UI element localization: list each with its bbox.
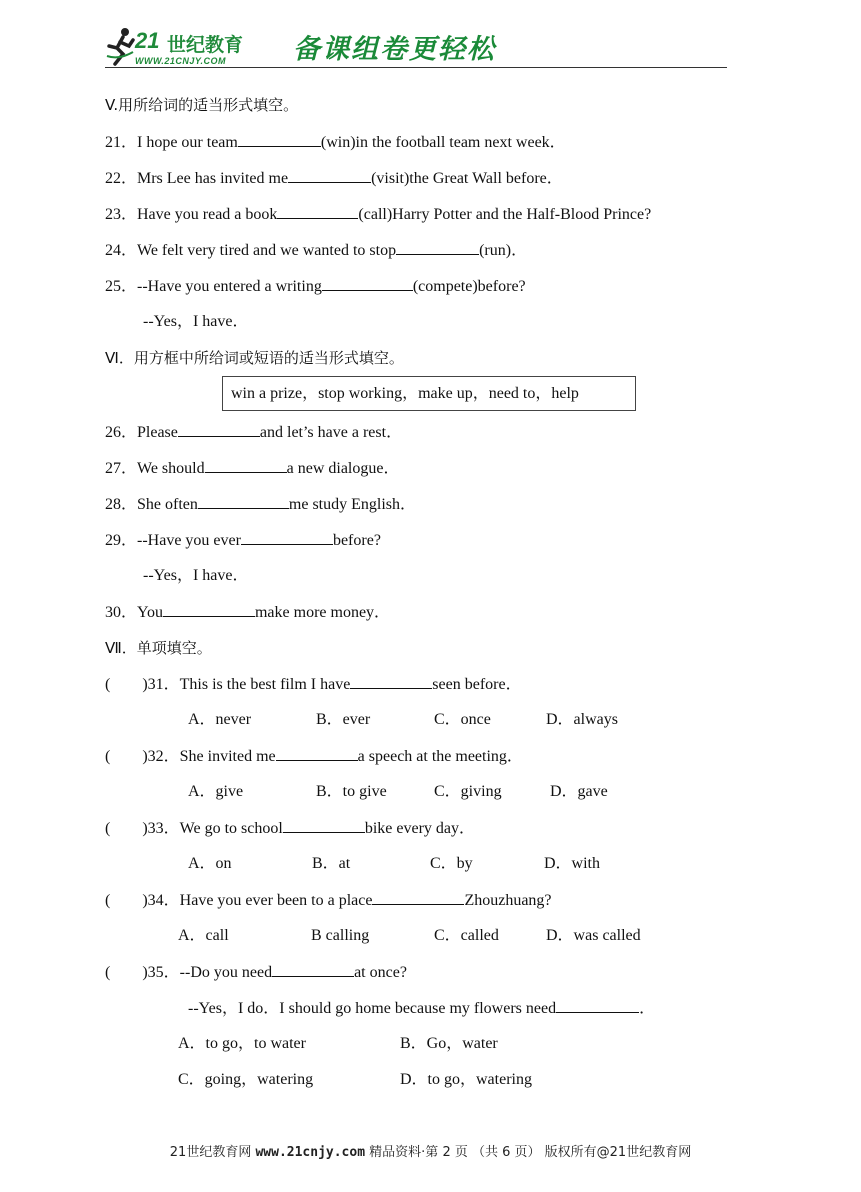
q31-option-d[interactable]: D．always xyxy=(546,711,618,728)
q23-text-b: (call)Harry Potter and the Half-Blood Prince? xyxy=(358,206,652,223)
question-24 xyxy=(105,240,527,261)
q24-blank[interactable] xyxy=(396,240,479,255)
question-28 xyxy=(105,494,416,515)
q21-text-a: 21．I hope our team xyxy=(105,134,238,151)
q29-blank[interactable] xyxy=(241,530,333,545)
brand-name: 世纪教育 xyxy=(167,34,244,56)
question-35 xyxy=(105,962,407,983)
q32-blank[interactable] xyxy=(276,746,358,761)
q29-reply: --Yes，I have． xyxy=(143,567,249,584)
q32-text-b: a speech at the meeting． xyxy=(357,748,523,765)
q27-blank[interactable] xyxy=(205,458,287,473)
runner-logo-icon xyxy=(105,26,135,66)
q25-blank[interactable] xyxy=(322,276,413,291)
question-25 xyxy=(105,276,526,297)
q33-option-c[interactable]: C．by xyxy=(430,855,473,872)
q35-option-c[interactable]: C．going，watering xyxy=(178,1071,314,1088)
question-31 xyxy=(105,674,522,695)
footer-prefix: 21世纪教育网 xyxy=(169,1145,256,1160)
question-26 xyxy=(105,422,402,443)
q30-blank[interactable] xyxy=(163,602,255,617)
q25-reply: --Yes，I have． xyxy=(143,313,249,330)
q33-stem: ( )33．We go to school xyxy=(105,820,283,837)
q35-option-d[interactable]: D．to go，watering xyxy=(400,1071,532,1088)
q26-text-b: and let’s have a rest． xyxy=(259,424,403,441)
q34-blank[interactable] xyxy=(372,890,464,905)
q35-reply-b: ． xyxy=(639,1000,656,1017)
q29-text-a: 29．--Have you ever xyxy=(105,532,241,549)
q33-blank[interactable] xyxy=(283,818,365,833)
section-vi-title: Ⅵ．用方框中所给词或短语的适当形式填空。 xyxy=(105,349,404,367)
section-v-title: V.用所给词的适当形式填空。 xyxy=(105,96,299,114)
q25-text-b: (compete)before? xyxy=(412,278,526,295)
header-divider xyxy=(105,67,727,68)
question-29 xyxy=(105,530,381,551)
q22-blank[interactable] xyxy=(288,168,371,183)
q33-text-b: bike every day． xyxy=(364,820,475,837)
q35-option-b[interactable]: B．Go，water xyxy=(400,1035,498,1052)
brand-url: WWW.21CNJY.COM xyxy=(135,56,227,66)
q34-text-b: Zhouzhuang? xyxy=(464,892,552,909)
q34-stem: ( )34．Have you ever been to a place xyxy=(105,892,373,909)
q31-option-c[interactable]: C．once xyxy=(434,711,491,728)
q29-text-b: before? xyxy=(332,532,381,549)
footer-url-link[interactable]: www.21cnjy.com xyxy=(255,1145,366,1160)
question-27 xyxy=(105,458,399,479)
q35-text-b: at once? xyxy=(354,964,407,981)
q24-text-b: (run)． xyxy=(479,242,528,259)
brand-number: 21 xyxy=(135,28,160,53)
q31-option-b[interactable]: B．ever xyxy=(316,711,371,728)
q26-blank[interactable] xyxy=(178,422,260,437)
q26-text-a: 26．Please xyxy=(105,424,178,441)
q32-option-d[interactable]: D．gave xyxy=(550,783,608,800)
q27-text-b: a new dialogue． xyxy=(286,460,400,477)
q21-blank[interactable] xyxy=(238,132,321,147)
q35-stem: ( )35．--Do you need xyxy=(105,964,273,981)
q30-text-a: 30．You xyxy=(105,604,163,621)
question-23 xyxy=(105,204,651,225)
q35-reply xyxy=(188,998,655,1019)
q28-text-a: 28．She often xyxy=(105,496,198,513)
question-32 xyxy=(105,746,523,767)
page-footer xyxy=(0,1141,861,1160)
q32-stem: ( )32．She invited me xyxy=(105,748,276,765)
q27-text-a: 27．We should xyxy=(105,460,205,477)
q34-option-c[interactable]: C．called xyxy=(434,927,499,944)
q22-text-b: (visit)the Great Wall before． xyxy=(371,170,563,187)
word-bank-box: win a prize，stop working，make up，need to，help xyxy=(222,376,636,411)
q22-text-a: 22．Mrs Lee has invited me xyxy=(105,170,289,187)
page-header xyxy=(105,22,727,70)
q31-stem: ( )31．This is the best film I have xyxy=(105,676,351,693)
q34-option-b[interactable]: B calling xyxy=(311,927,370,944)
question-33 xyxy=(105,818,475,839)
q31-option-a[interactable]: A．never xyxy=(188,711,252,728)
q30-text-b: make more money． xyxy=(254,604,391,621)
header-slogan: 备课组卷更轻松 xyxy=(293,34,496,65)
question-22 xyxy=(105,168,563,189)
q25-text-a: 25．--Have you entered a writing xyxy=(105,278,322,295)
question-30 xyxy=(105,602,390,623)
q23-text-a: 23．Have you read a book xyxy=(105,206,278,223)
q33-option-d[interactable]: D．with xyxy=(544,855,601,872)
footer-suffix: 精品资料·第 2 页 （共 6 页） 版权所有@21世纪教育网 xyxy=(365,1145,692,1160)
q35-reply-a: --Yes，I do．I should go home because my flowers need xyxy=(188,1000,557,1017)
q31-text-b: seen before． xyxy=(432,676,522,693)
q35-blank-1[interactable] xyxy=(272,962,354,977)
q31-blank[interactable] xyxy=(350,674,432,689)
q33-option-a[interactable]: A．on xyxy=(188,855,232,872)
question-21 xyxy=(105,132,566,153)
section-vii-title: Ⅶ．单项填空。 xyxy=(105,639,212,657)
q23-blank[interactable] xyxy=(277,204,358,219)
q32-option-b[interactable]: B．to give xyxy=(316,783,387,800)
q32-option-c[interactable]: C．giving xyxy=(434,783,502,800)
q33-option-b[interactable]: B．at xyxy=(312,855,351,872)
q21-text-b: (win)in the football team next week． xyxy=(320,134,566,151)
q28-blank[interactable] xyxy=(198,494,289,509)
q32-option-a[interactable]: A．give xyxy=(188,783,244,800)
q35-option-a[interactable]: A．to go，to water xyxy=(178,1035,306,1052)
q24-text-a: 24．We felt very tired and we wanted to stop xyxy=(105,242,397,259)
q34-option-d[interactable]: D．was called xyxy=(546,927,641,944)
q34-option-a[interactable]: A．call xyxy=(178,927,229,944)
q35-blank-2[interactable] xyxy=(556,998,639,1013)
question-34 xyxy=(105,890,552,911)
q28-text-b: me study English． xyxy=(288,496,417,513)
